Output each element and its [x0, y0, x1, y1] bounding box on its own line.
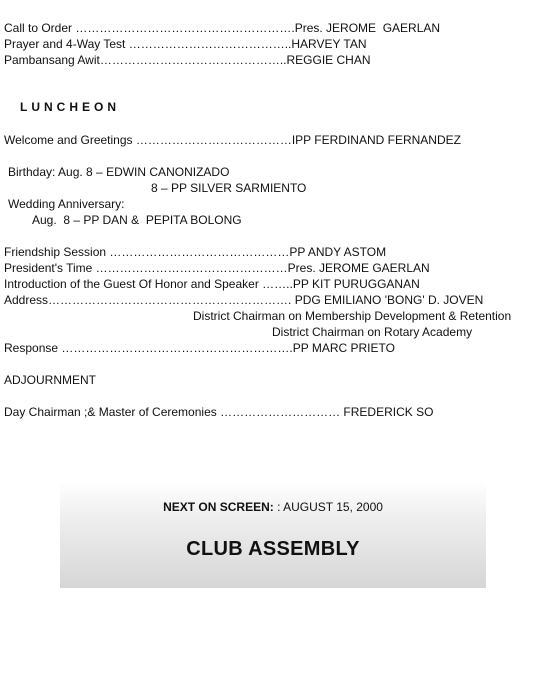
speaker-title-1: District Chairman on Membership Development & Retention [193, 309, 512, 323]
program-anthem: Pambansang Awit………………………………………..REGGIE CHAN [4, 53, 371, 67]
next-on-screen-banner [60, 482, 486, 588]
program-introduction: Introduction of the Guest Of Honor and Speaker ……..PP KIT PURUGGANAN [4, 277, 420, 291]
next-on-screen-date: : AUGUST 15, 2000 [277, 500, 383, 514]
program-address: Address……………………………………………………. PDG EMILIANO 'BONG' D. JOVEN [4, 293, 484, 307]
next-on-screen-line [60, 500, 486, 514]
luncheon-heading: LUNCHEON [20, 100, 120, 114]
speaker-title-2: District Chairman on Rotary Academy [272, 325, 473, 339]
program-friendship: Friendship Session ………………………………………PP ANDY ASTOM [4, 245, 387, 259]
anniversary-line: Aug. 8 – PP DAN & PEPITA BOLONG [32, 213, 242, 227]
day-chairman: Day Chairman ;& Master of Ceremonies ………………………… FREDERICK SO [4, 405, 434, 419]
program-call-to-order: Call to Order ……………………………………………….Pres. JEROME GAERLAN [4, 21, 441, 35]
birthday-line: Birthday: Aug. 8 – EDWIN CANONIZADO [8, 165, 230, 179]
program-prayer: Prayer and 4-Way Test …………………………………..HARVEY TAN [4, 37, 367, 51]
program-presidents-time: President's Time …………………………………………Pres. JEROME GAERLAN [4, 261, 430, 275]
birthday-line-2: 8 – PP SILVER SARMIENTO [151, 181, 307, 195]
banner-title: CLUB ASSEMBLY [186, 538, 360, 560]
program-welcome: Welcome and Greetings …………………………………IPP FERDINAND FERNANDEZ [4, 133, 461, 147]
anniversary-label: Wedding Anniversary: [8, 197, 125, 211]
program-response: Response ………………………………………………….PP MARC PRIETO [4, 341, 395, 355]
next-on-screen-label: NEXT ON SCREEN: [163, 500, 278, 514]
adjournment: ADJOURNMENT [4, 373, 96, 387]
